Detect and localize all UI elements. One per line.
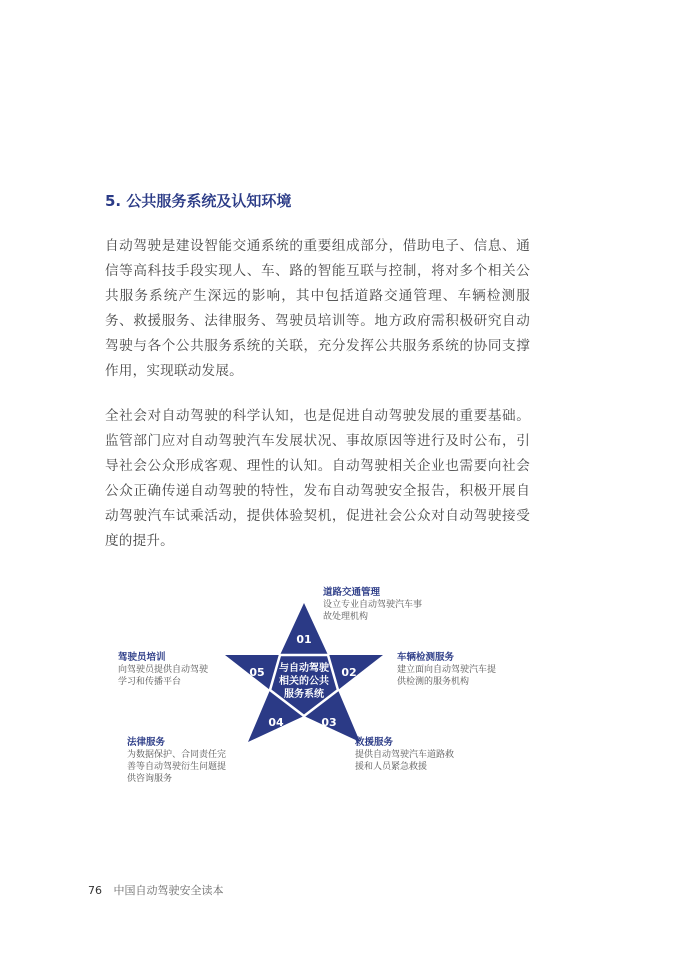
- label-desc: 故处理机构: [323, 612, 369, 622]
- label-title: 车辆检测服务: [397, 652, 455, 663]
- center-line-1: 与自动驾驶: [279, 663, 329, 674]
- page-footer: [88, 882, 224, 898]
- label-driver-training: [118, 652, 208, 688]
- label-vehicle-inspection: [397, 652, 496, 688]
- section-title: 5. 公共服务系统及认知环境: [105, 192, 292, 210]
- center-line-3: 服务系统: [284, 689, 324, 700]
- label-title: 驾驶员培训: [118, 652, 166, 663]
- star-number-02: 02: [341, 666, 357, 679]
- label-desc: 建立面向自动驾驶汽车提: [397, 665, 497, 675]
- paragraph-public-cognition: 全社会对自动驾驶的科学认知，也是促进自动驾驶发展的重要基础。监管部门应对自动驾驶汽车发展状况、事故原因等进行及时公布，引导社会公众形成客观、理性的认知。自动驾驶相关企业也需要向社会公众正确传递自动驾驶的特性，发布自动驾驶安全报告，积极开展自动驾驶汽车试乘活动，提供体验契机，促进社会公众对自动驾驶接受度的提升。: [105, 408, 530, 549]
- label-desc: 援和人员紧急救援: [355, 762, 428, 772]
- public-service-star-diagram: [0, 570, 691, 810]
- star-number-01: 01: [296, 633, 312, 646]
- star-number-05: 05: [249, 666, 265, 679]
- paragraph-public-services: 自动驾驶是建设智能交通系统的重要组成部分，借助电子、信息、通信等高科技手段实现人、车、路的智能互联与控制，将对多个相关公共服务系统产生深远的影响，其中包括道路交通管理、车辆检测服务、救援服务、法律服务、驾驶员培训等。地方政府需积极研究自动驾驶与各个公共服务系统的关联，充分发挥公共服务系统的协同支撑作用，实现联动发展。: [105, 238, 530, 379]
- center-line-2: 相关的公共: [279, 676, 329, 687]
- label-traffic-management: [323, 587, 422, 623]
- star-number-03: 03: [321, 716, 337, 729]
- label-desc: 供检测的服务机构: [397, 677, 470, 687]
- label-desc: 学习和传播平台: [118, 677, 182, 687]
- label-title: 法律服务: [127, 737, 166, 748]
- label-desc: 设立专业自动驾驶汽车事: [323, 600, 423, 610]
- label-desc: 提供自动驾驶汽车道路救: [355, 750, 455, 760]
- label-desc: 向驾驶员提供自动驾驶: [118, 665, 209, 675]
- label-legal: [127, 737, 226, 785]
- book-title: 中国自动驾驶安全读本: [113, 884, 224, 897]
- label-title: 救援服务: [355, 737, 394, 748]
- label-title: 道路交通管理: [323, 587, 381, 598]
- label-desc: 善等自动驾驶衍生问题提: [127, 762, 227, 772]
- page-number: 76: [88, 884, 102, 897]
- label-rescue: [355, 737, 454, 773]
- label-desc: 供咨询服务: [127, 774, 173, 784]
- label-desc: 为数据保护、合同责任完: [127, 750, 227, 760]
- star-number-04: 04: [268, 716, 284, 729]
